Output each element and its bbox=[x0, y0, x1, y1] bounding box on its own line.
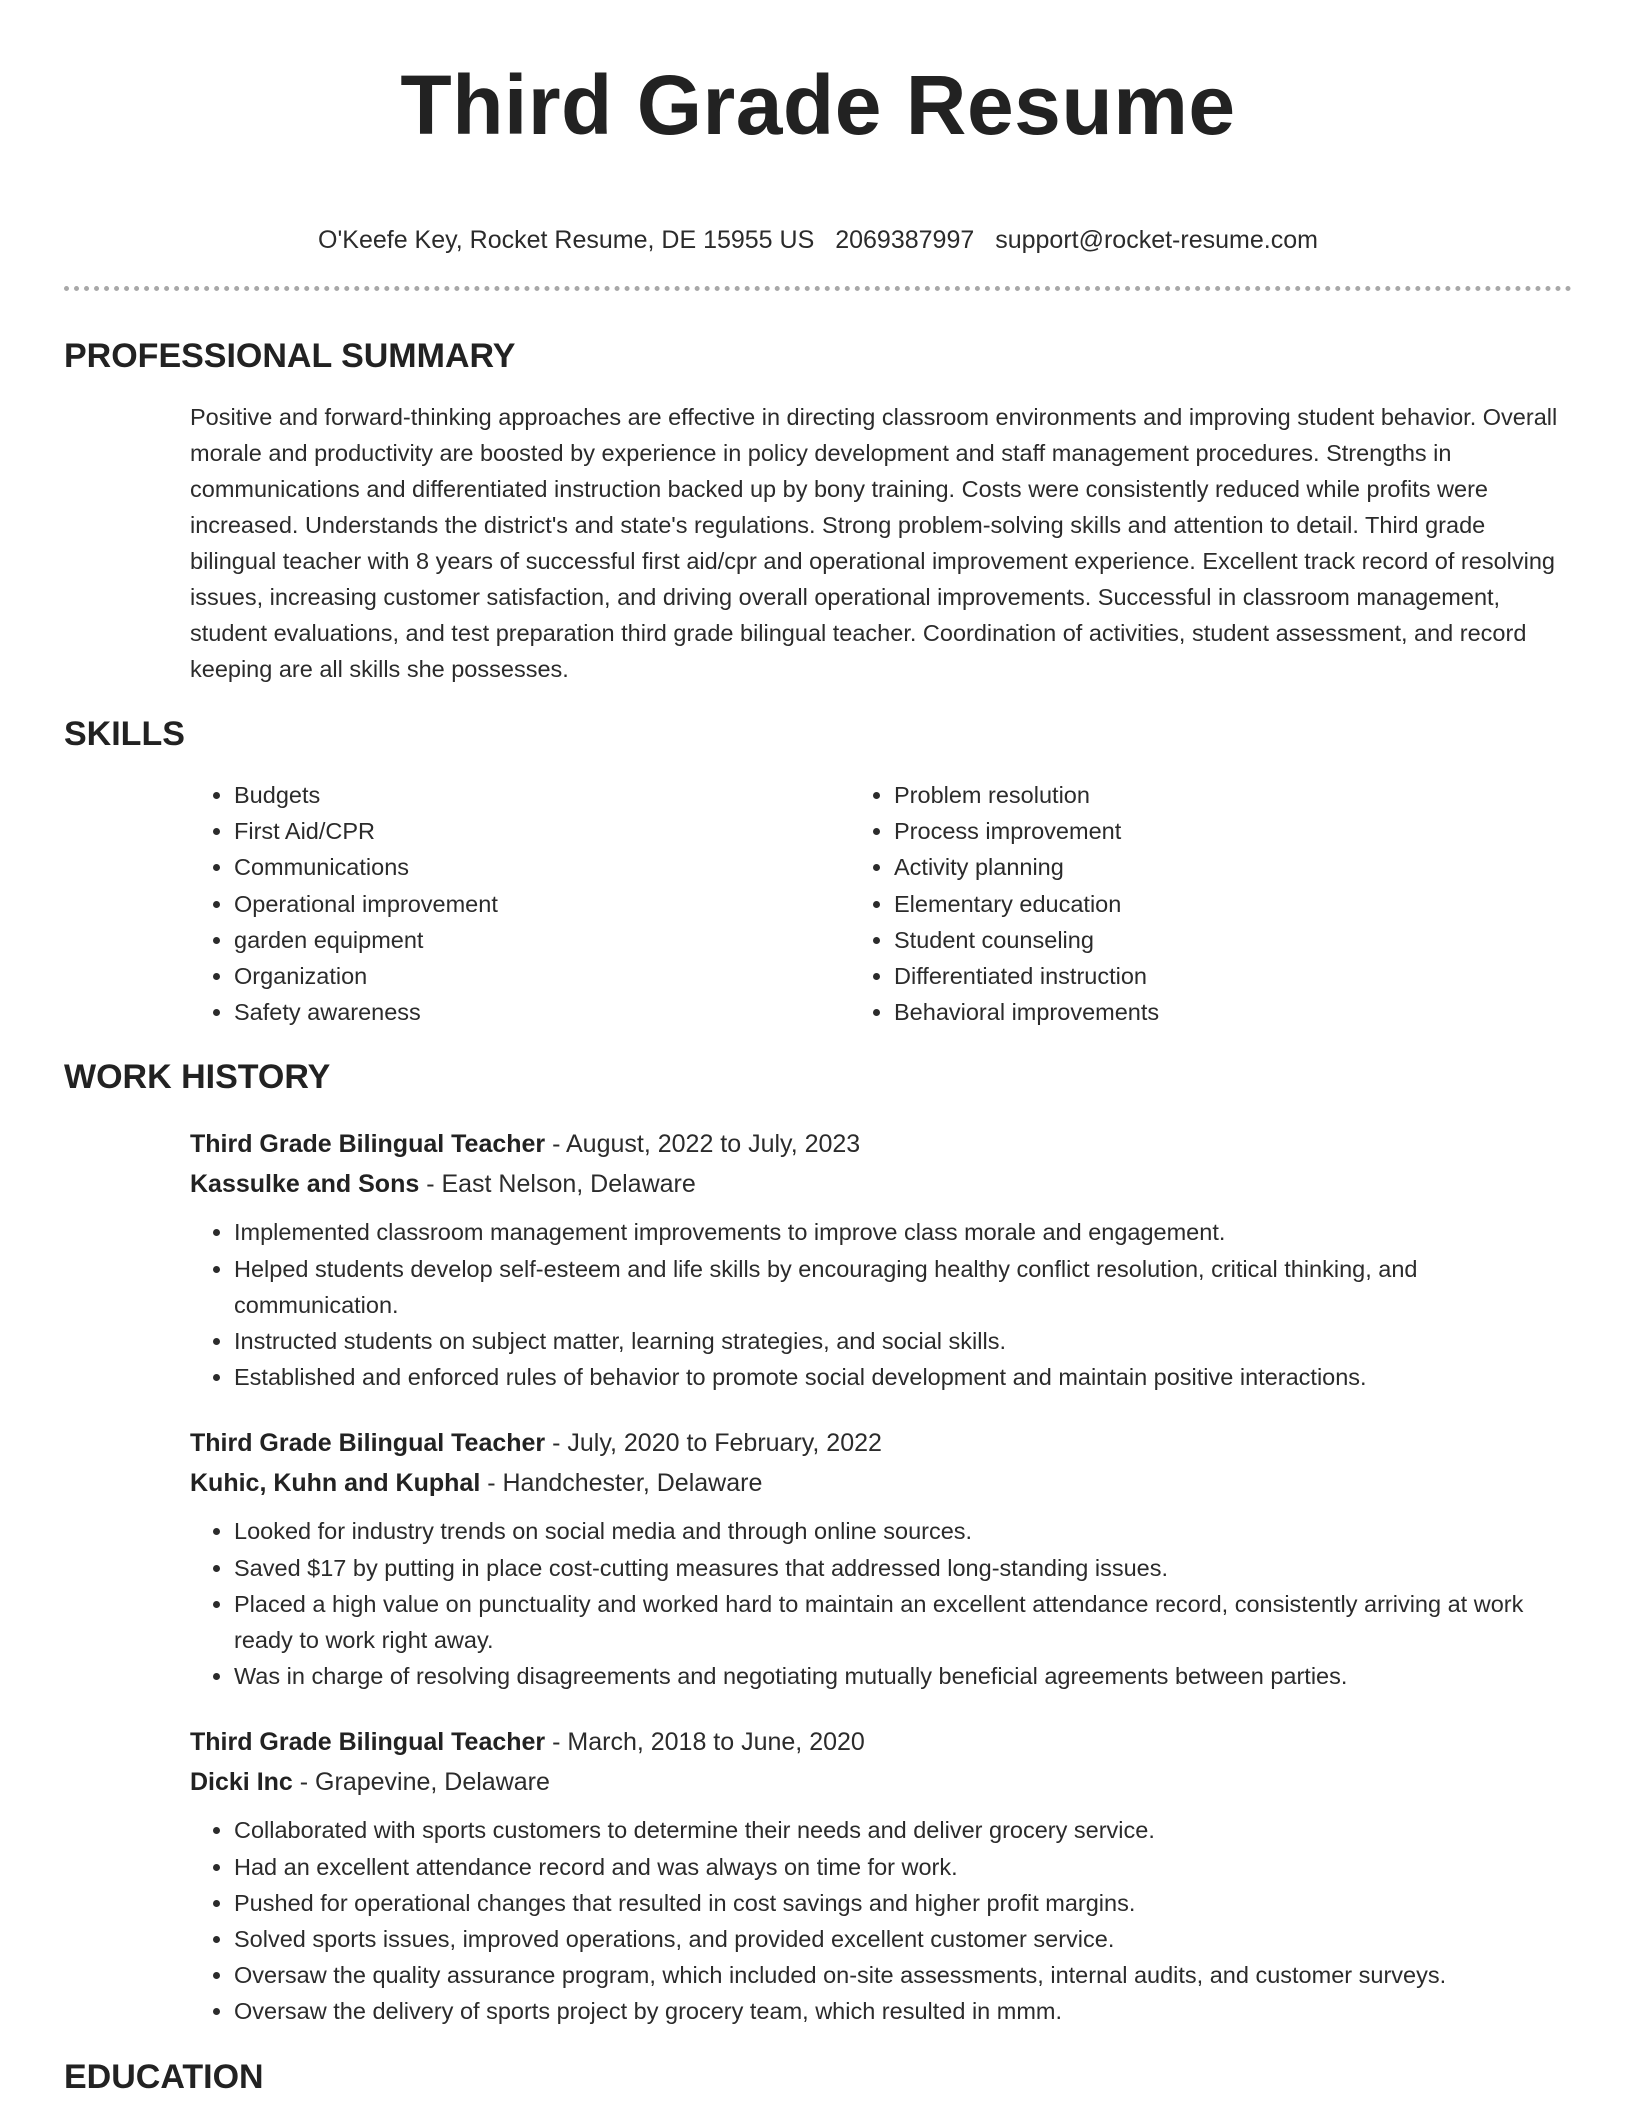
skills-column-right bbox=[850, 777, 1572, 1030]
skill-item: • First Aid/CPR bbox=[234, 813, 850, 849]
job-location: - East Nelson, Delaware bbox=[419, 1170, 696, 1199]
skill-item: • garden equipment bbox=[234, 922, 850, 958]
skill-item: • Student counseling bbox=[894, 922, 1572, 958]
skill-item: • Operational improvement bbox=[234, 886, 850, 922]
job-dates: - July, 2020 to February, 2022 bbox=[545, 1429, 882, 1458]
work-history-heading: WORK HISTORY bbox=[64, 1058, 331, 1097]
job-entry bbox=[190, 1124, 1572, 1395]
skills-heading: SKILLS bbox=[64, 715, 185, 753]
job-role: Third Grade Bilingual Teacher bbox=[190, 1728, 546, 1757]
job-bullets bbox=[190, 1513, 1572, 1694]
job-bullet: • Placed a high value on punctuality and worked hard to maintain an excellent attendance record, consistently arriving at work ready to work right away. bbox=[234, 1586, 1572, 1658]
skill-item: • Communications bbox=[234, 849, 850, 885]
job-bullet: • Looked for industry trends on social media and through online sources. bbox=[234, 1513, 1572, 1549]
job-bullet: • Oversaw the delivery of sports project by grocery team, which resulted in mmm. bbox=[234, 1993, 1572, 2029]
job-bullet: • Established and enforced rules of behavior to promote social development and maintain positive interactions. bbox=[234, 1359, 1572, 1395]
skill-item: • Activity planning bbox=[894, 849, 1572, 885]
job-role: Third Grade Bilingual Teacher bbox=[190, 1130, 546, 1159]
skill-item: • Differentiated instruction bbox=[894, 958, 1572, 994]
job-company-line bbox=[190, 1762, 1572, 1802]
skill-item: • Budgets bbox=[234, 777, 850, 813]
job-role-line bbox=[190, 1124, 1572, 1164]
job-company-line bbox=[190, 1463, 1572, 1503]
job-company: Dicki Inc bbox=[190, 1768, 293, 1797]
job-entry bbox=[190, 1722, 1572, 2029]
skill-item: • Process improvement bbox=[894, 813, 1572, 849]
education-heading: EDUCATION bbox=[64, 2057, 264, 2096]
job-company: Kassulke and Sons bbox=[190, 1170, 420, 1199]
summary-heading: PROFESSIONAL SUMMARY bbox=[64, 337, 516, 375]
job-role: Third Grade Bilingual Teacher bbox=[190, 1429, 546, 1458]
job-location: - Handchester, Delaware bbox=[480, 1469, 763, 1498]
job-bullet: • Was in charge of resolving disagreements and negotiating mutually beneficial agreements between parties. bbox=[234, 1658, 1572, 1694]
job-location: - Grapevine, Delaware bbox=[292, 1768, 550, 1797]
job-bullet: • Implemented classroom management improvements to improve class morale and engagement. bbox=[234, 1214, 1572, 1250]
contact-line bbox=[64, 224, 1572, 256]
skills-list bbox=[190, 777, 1572, 1030]
job-dates: - August, 2022 to July, 2023 bbox=[545, 1130, 861, 1159]
job-bullet: • Instructed students on subject matter, learning strategies, and social skills. bbox=[234, 1323, 1572, 1359]
contact-address: O'Keefe Key, Rocket Resume, DE 15955 US bbox=[318, 226, 815, 254]
contact-phone: 2069387997 bbox=[835, 226, 975, 254]
job-bullet: • Pushed for operational changes that resulted in cost savings and higher profit margins. bbox=[234, 1885, 1572, 1921]
skill-item: • Problem resolution bbox=[894, 777, 1572, 813]
skill-item: • Elementary education bbox=[894, 886, 1572, 922]
job-bullet: • Oversaw the quality assurance program, which included on-site assessments, internal audits, and customer surveys. bbox=[234, 1957, 1572, 1993]
job-bullet: • Solved sports issues, improved operations, and provided excellent customer service. bbox=[234, 1921, 1572, 1957]
job-company-line bbox=[190, 1164, 1572, 1204]
skill-item: • Organization bbox=[234, 958, 850, 994]
job-bullet: • Collaborated with sports customers to determine their needs and deliver grocery service. bbox=[234, 1812, 1572, 1848]
header-divider bbox=[64, 286, 1572, 291]
job-role-line bbox=[190, 1722, 1572, 1762]
resume-page bbox=[64, 0, 1572, 2098]
contact-email: support@rocket-resume.com bbox=[995, 226, 1318, 254]
job-company: Kuhic, Kuhn and Kuphal bbox=[190, 1469, 481, 1498]
job-dates: - March, 2018 to June, 2020 bbox=[545, 1728, 865, 1757]
skill-item: • Behavioral improvements bbox=[894, 994, 1572, 1030]
job-entry bbox=[190, 1423, 1572, 1694]
job-bullet: • Saved $17 by putting in place cost-cutting measures that addressed long-standing issues. bbox=[234, 1550, 1572, 1586]
skill-item: • Safety awareness bbox=[234, 994, 850, 1030]
job-bullet: • Had an excellent attendance record and was always on time for work. bbox=[234, 1849, 1572, 1885]
skills-column-left bbox=[190, 777, 850, 1030]
job-bullet: • Helped students develop self-esteem and life skills by encouraging healthy conflict resolution, critical thinking, and communication. bbox=[234, 1251, 1572, 1323]
job-bullets bbox=[190, 1214, 1572, 1395]
resume-title: Third Grade Resume bbox=[400, 58, 1236, 152]
job-role-line bbox=[190, 1423, 1572, 1463]
summary-text: Positive and forward-thinking approaches are effective in directing classroom environments and improving student behavior. Overall morale and productivity are boosted by experience in policy development and staff management procedures. Strengths in communications and differentiated instruction backed up by bony training. Costs were consistently reduced while profits were increased. Understands the district's and state's regulations. Strong problem-solving skills and attention to detail. Third grade bilingual teacher with 8 years of successful first aid/cpr and operational improvement experience. Excellent track record of resolving issues, increasing customer satisfaction, and driving overall operational improvements. Successful in classroom management, student evaluations, and test preparation third grade bilingual teacher. Coordination of activities, student assessment, and record keeping are all skills she possesses. bbox=[190, 404, 1558, 682]
job-bullets bbox=[190, 1812, 1572, 2029]
